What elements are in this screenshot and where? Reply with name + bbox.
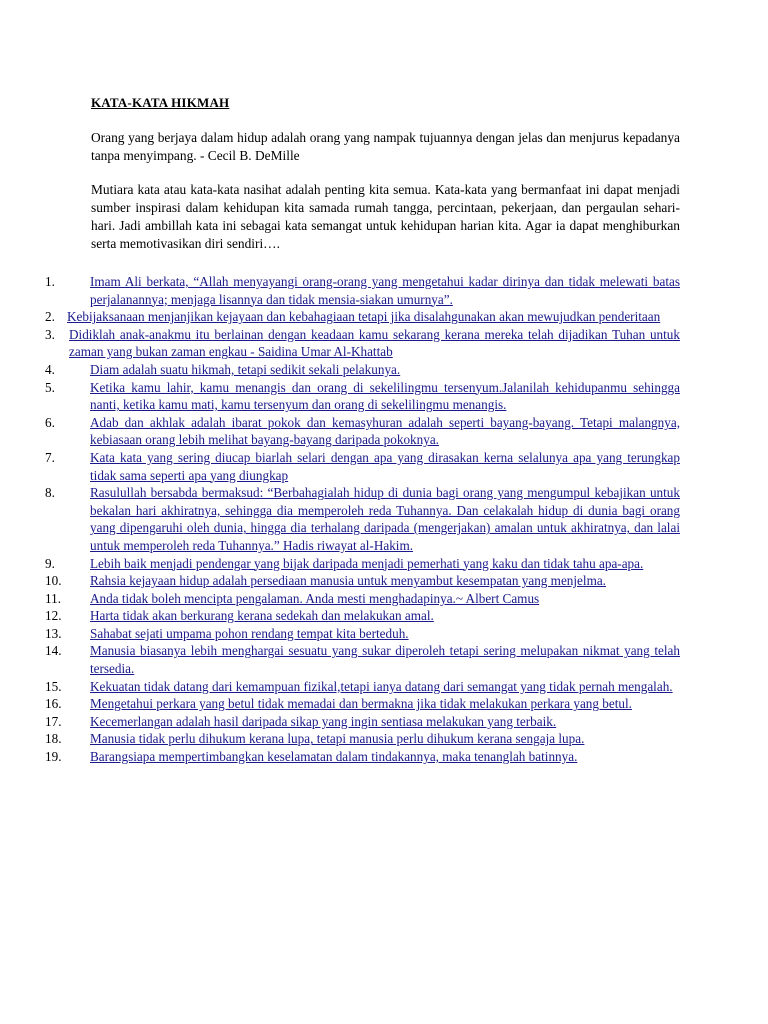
quote-text: Diam adalah suatu hikmah, tetapi sedikit sekali pelakunya. xyxy=(90,361,401,377)
list-item xyxy=(0,678,768,696)
list-item xyxy=(0,748,768,766)
list-number: 7. xyxy=(45,449,55,465)
quote-text: Mengetahui perkara yang betul tidak memadai dan bermakna jika tidak melakukan perkara yang betul. xyxy=(90,696,632,712)
list-item xyxy=(0,730,768,748)
intro-paragraph: Mutiara kata atau kata-kata nasihat adalah penting kita semua. Kata-kata yang bermanfaat ini dapat menjadi sumber inspirasi dalam kehidupan kita samada rumah tangga, percintaan, pekerjaan, dan pergaulan sehari-hari. Jadi ambillah kata ini sebagai kata semangat untuk kehidupan harian kita. Agar ia dapat menghiburkan serta memotivasikan diri sendiri…. xyxy=(91,182,680,251)
quote-text: Lebih baik menjadi pendengar yang bijak daripada menjadi pemerhati yang kaku dan tidak tahu apa-apa. xyxy=(90,555,644,571)
list-number: 10. xyxy=(45,573,62,589)
quote-text: Kecemerlangan adalah hasil daripada sikap yang ingin sentiasa melakukan yang terbaik. xyxy=(90,713,557,729)
list-number: 13. xyxy=(45,625,62,641)
list-item xyxy=(0,607,768,625)
quote-text: Ketika kamu lahir, kamu menangis dan orang di sekelilingmu tersenyum.Jalanilah kehidupanmu sehingga nanti, ketika kamu mati, kamu tersenyum dan orang di sekelilingmu menangis. xyxy=(90,379,680,413)
list-number: 4. xyxy=(45,361,55,377)
quote-list xyxy=(0,273,768,766)
quote-text: Rasulullah bersabda bermaksud: “Berbahagialah hidup di dunia bagi orang yang mengumpul kebajikan untuk bekalan hari akhiratnya, sehingga dia memperoleh reda Tuhannya. Dan celakalah hidup di dunia bagi orang yang dipengaruhi oleh dunia, hingga dia terhalang daripada (mengerjakan) amalan untuk akhiratnya, dan lalai untuk memperoleh reda Tuhannya.” Hadis riwayat al-Hakim. xyxy=(90,485,680,553)
list-number: 16. xyxy=(45,696,62,712)
list-item xyxy=(0,695,768,713)
list-item xyxy=(0,361,768,379)
quote-text: Kekuatan tidak datang dari kemampuan fizikal,tetapi ianya datang dari semangat yang tidak pernah mengalah. xyxy=(90,678,673,694)
list-number: 9. xyxy=(45,555,55,571)
quote-text: Manusia tidak perlu dihukum kerana lupa, tetapi manusia perlu dihukum kerana sengaja lupa. xyxy=(90,731,585,747)
list-number: 1. xyxy=(45,274,55,289)
intro-quote: Orang yang berjaya dalam hidup adalah orang yang nampak tujuannya dengan jelas dan menjurus kepadanya tanpa menyimpang. - Cecil B. DeMille xyxy=(91,130,680,163)
list-number: 3. xyxy=(45,326,55,342)
list-number: 18. xyxy=(45,731,62,747)
list-item xyxy=(0,625,768,643)
document-title: KATA-KATA HIKMAH xyxy=(91,95,230,110)
quote-text: Adab dan akhlak adalah ibarat pokok dan kemasyhuran adalah seperti bayang-bayang. Tetapi malangnya, kebiasaan orang lebih melihat bayang-bayang daripada pokoknya. xyxy=(90,414,680,448)
list-item xyxy=(0,414,768,449)
list-number: 19. xyxy=(45,749,62,765)
list-item xyxy=(0,572,768,590)
list-item xyxy=(0,642,768,677)
list-number: 5. xyxy=(45,379,55,395)
list-item xyxy=(0,713,768,731)
list-item xyxy=(0,308,768,326)
quote-text: Imam Ali berkata, “Allah menyayangi orang-orang yang mengetahui kadar dirinya dan tidak melewati batas perjalanannya; menjaga lisannya dan tidak mensia-siakan umurnya”. xyxy=(90,274,680,307)
list-item xyxy=(0,555,768,573)
quote-text: Manusia biasanya lebih menghargai sesuatu yang sukar diperoleh tetapi sering melupakan nikmat yang telah tersedia. xyxy=(90,643,680,677)
quote-text: Barangsiapa mempertimbangkan keselamatan dalam tindakannya, maka tenanglah batinnya. xyxy=(90,749,578,765)
list-number: 11. xyxy=(45,590,61,606)
quote-text: Anda tidak boleh mencipta pengalaman. Anda mesti menghadapinya.~ Albert Camus xyxy=(90,590,540,606)
list-number: 6. xyxy=(45,414,55,430)
quote-text: Didiklah anak-anakmu itu berlainan dengan keadaan kamu sekarang kerana mereka telah dijadikan Tuhan untuk zaman yang bukan zaman engkau - Saidina Umar Al-Khattab xyxy=(69,326,680,360)
quote-text: Kebijaksanaan menjanjikan kejayaan dan kebahagiaan tetapi jika disalahgunakan akan mewujudkan penderitaan xyxy=(67,309,661,325)
list-item xyxy=(0,273,768,308)
list-number: 14. xyxy=(45,643,62,659)
quote-text: Kata kata yang sering diucap biarlah selari dengan apa yang dirasakan kerna selalunya apa yang terungkap tidak sama seperti apa yang diungkap xyxy=(90,449,680,483)
quote-text: Rahsia kejayaan hidup adalah persediaan manusia untuk menyambut kesempatan yang menjelma. xyxy=(90,573,606,589)
list-item xyxy=(0,590,768,608)
quote-text: Harta tidak akan berkurang kerana sedekah dan melakukan amal. xyxy=(90,608,434,624)
list-number: 15. xyxy=(45,678,62,694)
list-number: 12. xyxy=(45,608,62,624)
list-item xyxy=(0,379,768,414)
list-item xyxy=(0,449,768,484)
list-number: 8. xyxy=(45,485,55,501)
list-number: 17. xyxy=(45,713,62,729)
quote-text: Sahabat sejati umpama pohon rendang tempat kita berteduh. xyxy=(90,625,409,641)
list-item xyxy=(0,326,768,361)
list-number: 2. xyxy=(45,309,55,325)
list-item xyxy=(0,484,768,554)
